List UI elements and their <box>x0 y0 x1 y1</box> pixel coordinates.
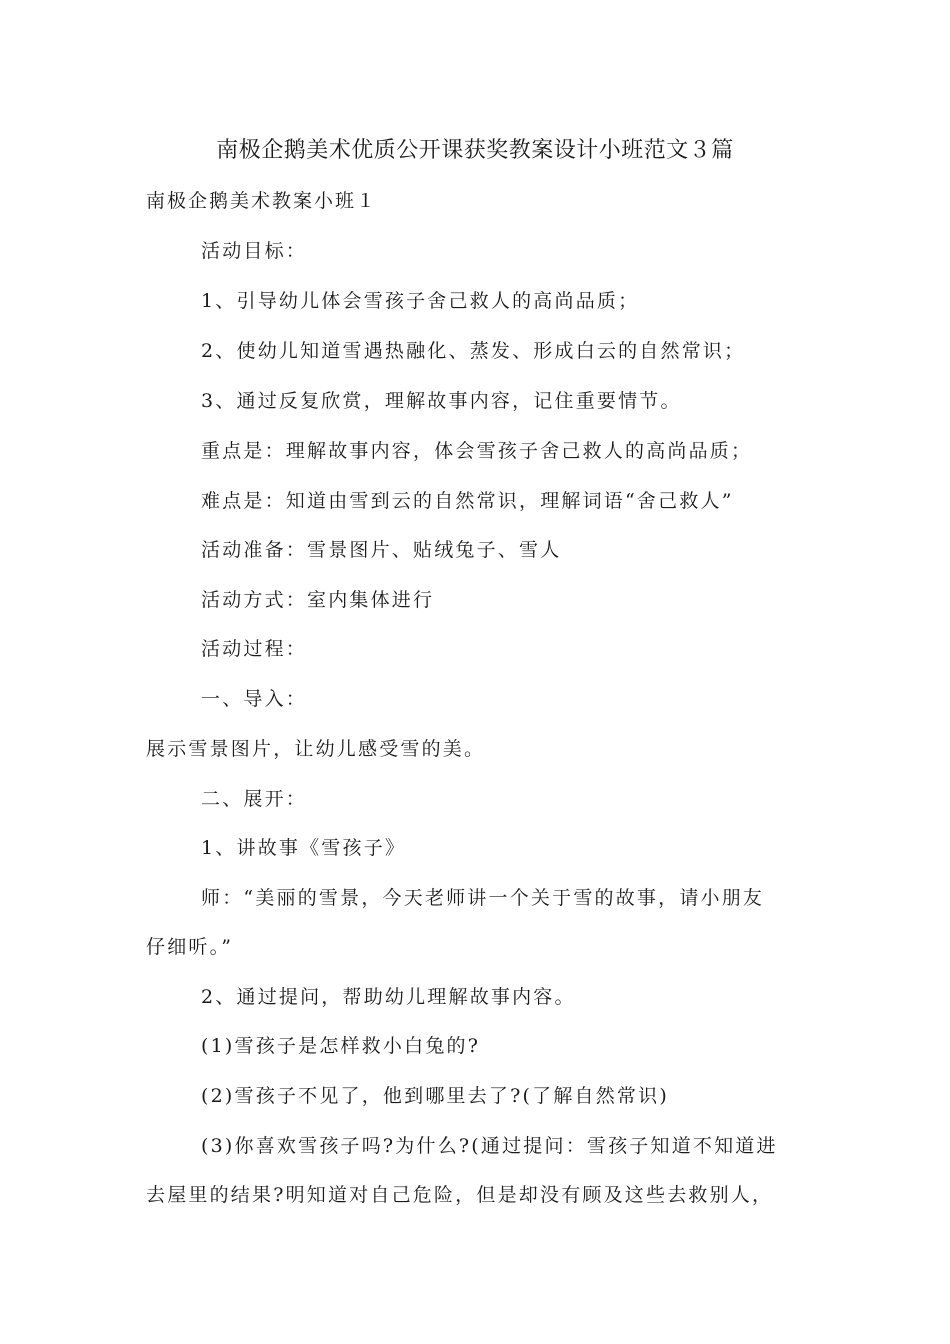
paragraph-line: 师：“美丽的雪景，今天老师讲一个关于雪的故事，请小朋友 <box>201 887 765 909</box>
paragraph-line: 展示雪景图片，让幼儿感受雪的美。 <box>146 738 486 760</box>
paragraph-line: 2、通过提问，帮助幼儿理解故事内容。 <box>201 986 576 1008</box>
section-heading: 南极企鹅美术教案小班１ <box>146 190 378 212</box>
paragraph-line: (3)你喜欢雪孩子吗?为什么?(通过提问：雪孩子知道不知道进 <box>201 1135 778 1157</box>
paragraph-line: (1)雪孩子是怎样救小白兔的? <box>201 1035 481 1057</box>
paragraph-line: 活动目标： <box>201 240 308 262</box>
paragraph-line: 1、讲故事《雪孩子》 <box>201 837 407 859</box>
paragraph-line: 3、通过反复欣赏，理解故事内容，记住重要情节。 <box>201 390 682 412</box>
paragraph-line: 去屋里的结果?明知道对自己危险，但是却没有顾及这些去救别人， <box>146 1184 774 1206</box>
paragraph-line: (2)雪孩子不见了，他到哪里去了?(了解自然常识) <box>201 1085 669 1107</box>
paragraph-line: 一、导入： <box>201 688 308 710</box>
document-title: 南极企鹅美术优质公开课获奖教案设计小班范文３篇 <box>216 138 734 163</box>
paragraph-line: 活动准备：雪景图片、贴绒兔子、雪人 <box>201 539 562 561</box>
paragraph-line: 活动方式：室内集体进行 <box>201 589 435 611</box>
paragraph-line: 仔细听。” <box>146 936 234 958</box>
paragraph-line: 2、使幼儿知道雪遇热融化、蒸发、形成白云的自然常识； <box>201 340 746 362</box>
paragraph-line: 活动过程： <box>201 638 308 660</box>
paragraph-line: 重点是：理解故事内容，体会雪孩子舍己救人的高尚品质； <box>201 440 753 462</box>
paragraph-line: 二、展开： <box>201 788 308 810</box>
paragraph-line: 难点是：知道由雪到云的自然常识，理解词语“舍己救人” <box>201 490 734 512</box>
paragraph-line: 1、引导幼儿体会雪孩子舍己救人的高尚品质； <box>201 290 640 312</box>
